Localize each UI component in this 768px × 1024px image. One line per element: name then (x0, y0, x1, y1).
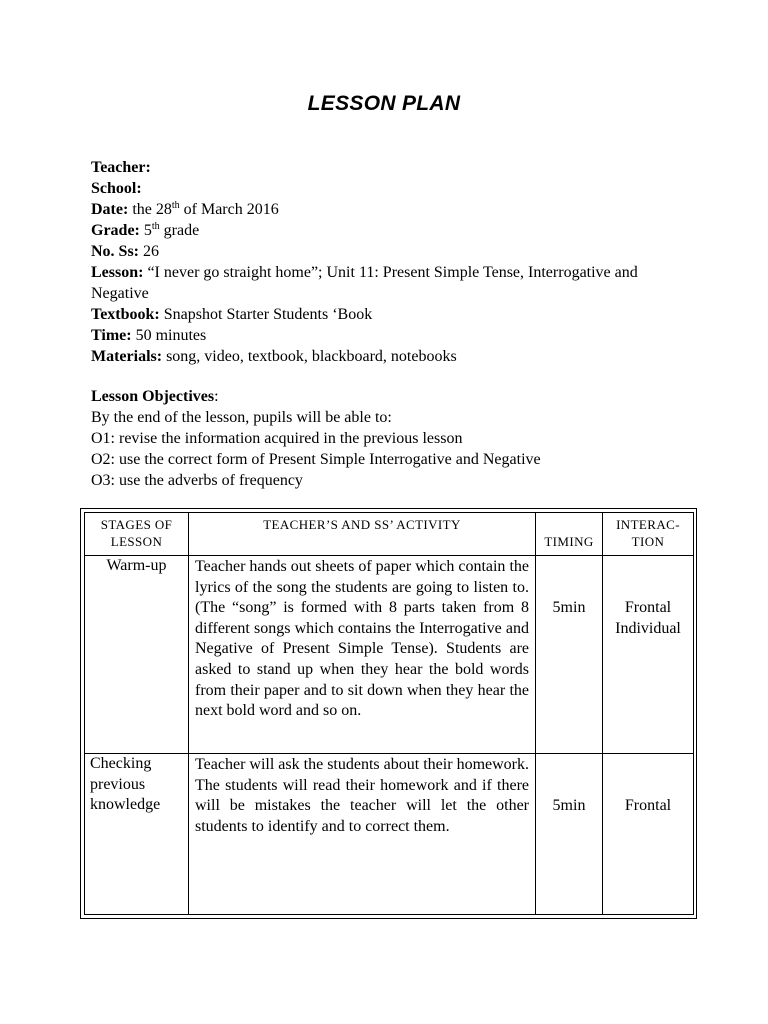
lesson-info (91, 157, 681, 367)
objective-item: O3: use the adverbs of frequency (91, 472, 303, 489)
objective-item: O1: revise the information acquired in the previous lesson (91, 430, 463, 447)
students-value: 26 (143, 243, 160, 260)
lesson-line (91, 262, 681, 304)
interaction-value: Individual (615, 619, 681, 637)
school-label: School: (91, 180, 142, 197)
interaction-cell (603, 556, 694, 754)
students-label: No. Ss: (91, 243, 140, 260)
table-row (85, 556, 694, 754)
materials-label: Materials: (91, 348, 163, 365)
teacher-line (91, 157, 681, 178)
grade-value-post: grade (163, 222, 200, 239)
textbook-label: Textbook: (91, 306, 160, 323)
teacher-label: Teacher: (91, 159, 151, 176)
document-title: LESSON PLAN (307, 92, 461, 115)
objectives-intro: By the end of the lesson, pupils will be able to: (91, 409, 392, 426)
activity-cell: Teacher will ask the students about their homework. The students will read their homework and if there will be mistakes the teacher will let the other students to identify and to correct them. (189, 754, 536, 915)
school-line (91, 178, 681, 199)
date-line (91, 199, 681, 220)
grade-line (91, 220, 681, 241)
activity-cell: Teacher hands out sheets of paper which contain the lyrics of the song the students are going to listen to. (The “song” is formed with 8 parts taken from 8 different songs which contains the Interrogative and Negative of Present Simple Tense). Students are asked to stand up when they hear the bold words from their paper and to sit down when they hear the next bold word and so on. (189, 556, 536, 754)
stage-cell: Checking previous knowledge (85, 754, 189, 915)
interaction-value: Frontal (624, 797, 672, 814)
header-timing: TIMING (536, 513, 603, 556)
students-line (91, 241, 681, 262)
grade-value-num: 5 (143, 222, 152, 239)
lesson-value: “I never go straight home”; Unit 11: Present Simple Tense, Interrogative and Negative (91, 264, 638, 302)
interaction-value: Frontal (624, 599, 672, 616)
grade-label: Grade: (91, 222, 140, 239)
stage-cell: Warm-up (85, 556, 189, 754)
materials-line (91, 346, 681, 367)
header-interaction: INTERAC-TION (603, 513, 694, 556)
timing-cell: 5min (536, 754, 603, 915)
time-line (91, 325, 681, 346)
objectives-heading-line (91, 386, 691, 407)
date-label: Date: (91, 201, 129, 218)
textbook-line (91, 304, 681, 325)
table-row (85, 754, 694, 915)
date-value-sup: th (171, 200, 180, 211)
textbook-value: Snapshot Starter Students ‘Book (163, 306, 373, 323)
materials-value: song, video, textbook, blackboard, notebooks (166, 348, 457, 365)
time-label: Time: (91, 327, 132, 344)
lesson-label: Lesson: (91, 264, 144, 281)
date-value-post: of March 2016 (183, 201, 279, 218)
lesson-table-frame (80, 508, 697, 919)
header-stages: STAGES OF LESSON (85, 513, 189, 556)
objectives-heading: Lesson Objectives (91, 388, 215, 405)
header-activity: TEACHER’S AND SS’ ACTIVITY (189, 513, 536, 556)
timing-cell: 5min (536, 556, 603, 754)
date-value-pre: the 28 (132, 201, 172, 218)
table-header-row (85, 513, 694, 556)
interaction-cell (603, 754, 694, 915)
grade-value-sup: th (151, 221, 160, 232)
lesson-table (84, 512, 694, 915)
lesson-objectives (91, 386, 691, 491)
time-value: 50 minutes (135, 327, 207, 344)
objective-item: O2: use the correct form of Present Simple Interrogative and Negative (91, 451, 541, 468)
objectives-heading-colon: : (214, 388, 219, 405)
